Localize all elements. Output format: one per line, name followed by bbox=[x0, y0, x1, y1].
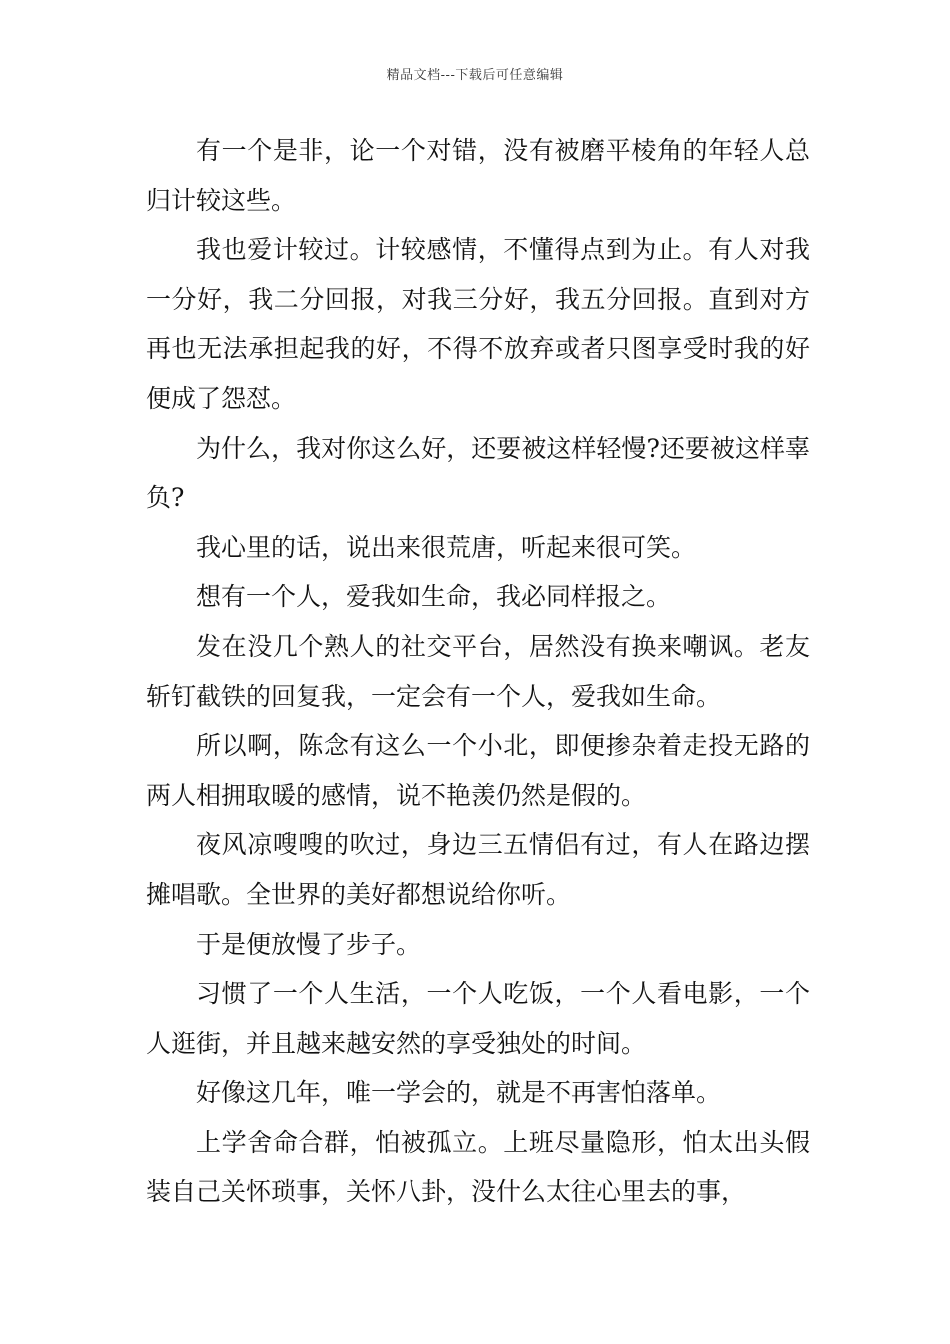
paragraph: 有一个是非，论一个对错，没有被磨平棱角的年轻人总归计较这些。 bbox=[146, 136, 810, 215]
document-body bbox=[146, 126, 810, 1217]
paragraph: 所以啊，陈念有这么一个小北，即便掺杂着走投无路的两人相拥取暖的感情，说不艳羡仍然是假的。 bbox=[146, 731, 810, 810]
paragraph: 发在没几个熟人的社交平台，居然没有换来嘲讽。老友斩钉截铁的回复我，一定会有一个人，爱我如生命。 bbox=[146, 631, 810, 711]
paragraph: 想有一个人，爱我如生命，我必同样报之。 bbox=[196, 582, 672, 612]
page-header: 精品文档---下载后可任意编辑 bbox=[386, 68, 564, 83]
paragraph: 我心里的话，说出来很荒唐，听起来很可笑。 bbox=[196, 532, 697, 562]
paragraph: 好像这几年，唯一学会的，就是不再害怕落单。 bbox=[196, 1078, 722, 1108]
paragraph: 上学舍命合群，怕被孤立。上班尽量隐形，怕太出头假装自己关怀琐事，关怀八卦，没什么太往心里去的事， bbox=[146, 1127, 810, 1207]
paragraph: 于是便放慢了步子。 bbox=[196, 929, 422, 959]
paragraph: 为什么，我对你这么好，还要被这样轻慢?还要被这样辜负? bbox=[146, 433, 810, 513]
paragraph: 习惯了一个人生活，一个人吃饭，一个人看电影，一个人逛街，并且越来越安然的享受独处的时间。 bbox=[146, 979, 810, 1058]
paragraph: 夜风凉嗖嗖的吹过，身边三五情侣有过，有人在路边摆摊唱歌。全世界的美好都想说给你听。 bbox=[146, 830, 810, 909]
paragraph: 我也爱计较过。计较感情，不懂得点到为止。有人对我一分好，我二分回报，对我三分好，我五分回报。直到对方再也无法承担起我的好，不得不放弃或者只图享受时我的好便成了怨怼。 bbox=[146, 235, 810, 413]
